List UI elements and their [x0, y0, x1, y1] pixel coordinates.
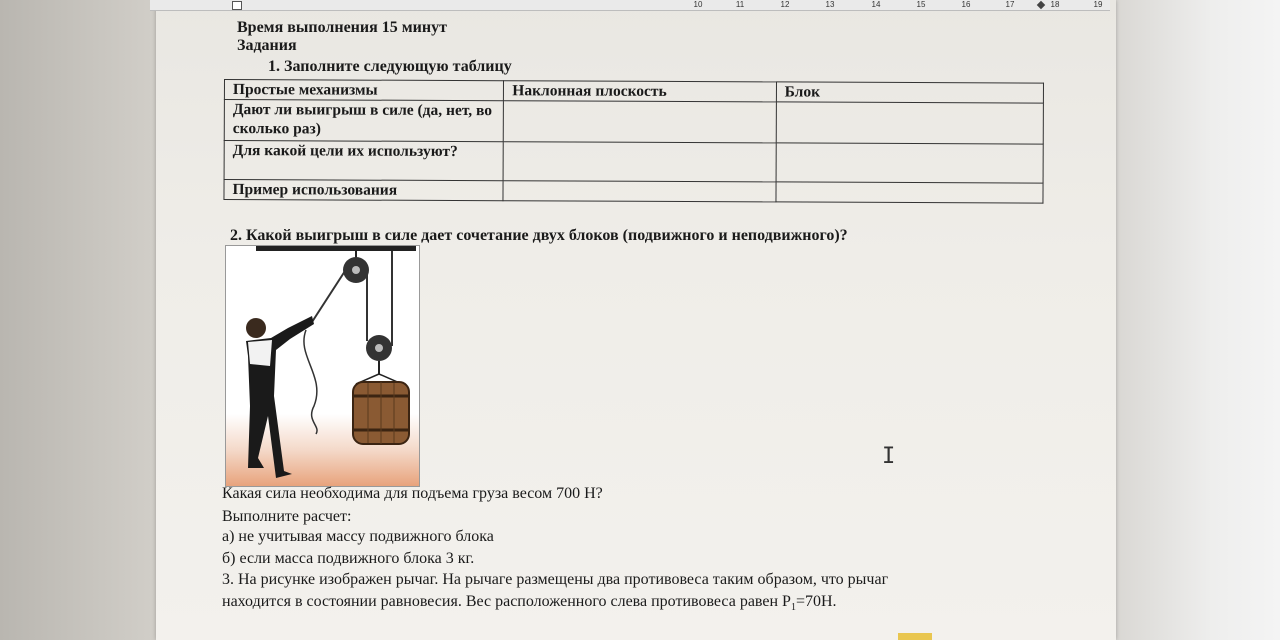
- pulley-figure-svg: [226, 246, 419, 486]
- ruler-tick: 11: [735, 0, 745, 9]
- table-header-cell[interactable]: Простые механизмы: [224, 80, 503, 101]
- table-header-cell[interactable]: Блок: [776, 82, 1043, 103]
- calc-instruction: Выполните расчет:: [222, 508, 352, 525]
- table-row-label[interactable]: Дают ли выигрыш в силе (да, нет, во сколько раз): [224, 100, 504, 142]
- ruler-tick: 10: [693, 0, 703, 9]
- ruler-tick: 18: [1050, 0, 1060, 9]
- task2-text: 2. Какой выигрыш в силе дает сочетание двух блоков (подвижного и неподвижного)?: [230, 227, 848, 244]
- simple-machines-table[interactable]: [223, 79, 1044, 204]
- horizontal-ruler[interactable]: [150, 0, 1110, 11]
- ruler-tick: 15: [916, 0, 926, 9]
- table-header-cell[interactable]: Наклонная плоскость: [504, 81, 776, 102]
- table-row-label[interactable]: Для какой цели их используют?: [224, 141, 503, 181]
- task3-subscript: 1: [790, 602, 796, 614]
- task3-line1: 3. На рисунке изображен рычаг. На рычаге размещены два противовеса таким образом, что рычаг: [222, 571, 889, 588]
- table-header-row: [224, 80, 1043, 104]
- tasks-heading: Задания: [237, 37, 297, 54]
- ruler-tick: 12: [780, 0, 790, 9]
- task1-text: 1. Заполните следующую таблицу: [268, 58, 512, 75]
- task3-line2: [222, 593, 837, 613]
- table-cell[interactable]: [504, 101, 777, 143]
- table-row: [224, 180, 1043, 204]
- ruler-tick: 17: [1005, 0, 1015, 9]
- task3-line2-end: =70Н.: [795, 593, 837, 610]
- ruler-tick: 14: [871, 0, 881, 9]
- table-row: [224, 100, 1043, 145]
- pulley-illustration[interactable]: [225, 245, 420, 487]
- screen-left-margin: [0, 0, 160, 640]
- item-b: б) если масса подвижного блока 3 кг.: [222, 550, 475, 567]
- table-row-label[interactable]: Пример использования: [224, 180, 503, 201]
- ruler-tick: 13: [825, 0, 835, 9]
- ruler-tab-selector[interactable]: [232, 1, 242, 10]
- ruler-tick: 19: [1093, 0, 1103, 9]
- screen-right-margin: [1110, 0, 1280, 640]
- taskbar-highlight: [898, 633, 932, 640]
- table-cell[interactable]: [503, 142, 775, 182]
- item-a: а) не учитывая массу подвижного блока: [222, 528, 494, 545]
- table-cell[interactable]: [776, 102, 1044, 144]
- right-indent-marker[interactable]: [1037, 1, 1045, 9]
- table-cell[interactable]: [503, 181, 775, 202]
- text-cursor-icon: I: [882, 444, 896, 469]
- table-cell[interactable]: [776, 182, 1043, 203]
- table-cell[interactable]: [776, 143, 1044, 183]
- table-row: [224, 141, 1043, 184]
- ruler-tick: 16: [961, 0, 971, 9]
- time-line: Время выполнения 15 минут: [237, 19, 447, 36]
- task3-line2-text: находится в состоянии равновесия. Вес расположенного слева противовеса равен P: [222, 593, 791, 610]
- question-text: Какая сила необходима для подъема груза весом 700 Н?: [222, 485, 603, 502]
